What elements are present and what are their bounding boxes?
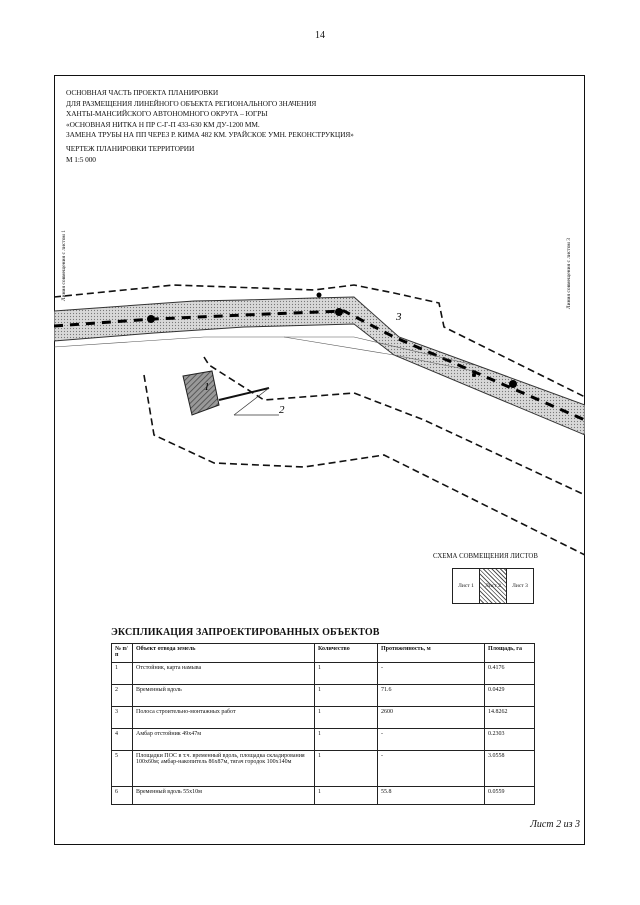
title-line: ОСНОВНАЯ ЧАСТЬ ПРОЕКТА ПЛАНИРОВКИ (66, 88, 219, 97)
sheet-cell: Лист 1 (453, 569, 480, 603)
planning-map (54, 75, 585, 595)
sheet-cell-current: Лист 2 (480, 569, 507, 603)
table-row: 3 Полоса строительно-монтажных работ 1 2600 14.8262 (112, 707, 535, 729)
sheet-scheme (452, 568, 534, 604)
table-row: 6 Временный вдоль 55х10м 1 55.8 0.0559 (112, 787, 535, 805)
table-row: 1 Отстойник, карта намыва 1 - 0.4176 (112, 663, 535, 685)
sheet-cell: Лист 3 (512, 583, 528, 589)
scale-label: М 1:5 000 (66, 154, 96, 164)
sheet-scheme-title: СХЕМА СОВМЕЩЕНИЯ ЛИСТОВ (433, 553, 538, 560)
boundary-line (204, 357, 585, 495)
drawing-title: ЧЕРТЕЖ ПЛАНИРОВКИ ТЕРРИТОРИИ (66, 143, 195, 153)
pipe-node (147, 315, 155, 323)
col-header: № п/п (112, 644, 133, 663)
title-line: ЗАМЕНА ТРУБЫ НА ПП ЧЕРЕЗ Р. КИМА 482 КМ. УРАЙСКОЕ УМН. РЕКОНСТРУКЦИЯ» (66, 130, 354, 140)
explication-table (111, 643, 535, 805)
callout-3: 3 (396, 311, 402, 323)
left-edge-label: Линия совмещения с листом 1 (61, 230, 67, 302)
table-row: 5 Площадки ПОС в т.ч. временный вдоль, площадка складирования 100х60м; амбар-накопитель 86х87м, тягач городок 100х140м 1 - 3.0558 (112, 751, 535, 787)
pipeline-corridor (54, 297, 585, 435)
callout-1: 1 (204, 381, 210, 393)
title-line: ХАНТЫ-МАНСИЙСКОГО АВТОНОМНОГО ОКРУГА – ЮГРЫ (66, 109, 268, 119)
table-row: 4 Амбар отстойник 49x47м 1 - 0.2303 (112, 729, 535, 751)
title-line: ДЛЯ РАЗМЕЩЕНИЯ ЛИНЕЙНОГО ОБЪЕКТА РЕГИОНАЛЬНОГО ЗНАЧЕНИЯ (66, 98, 317, 108)
settling-pond (183, 371, 219, 415)
col-header: Количество (315, 644, 378, 663)
sheet-footer: Лист 2 из 3 (530, 819, 580, 830)
table-row: 2 Временный вдоль 1 71.6 0.0429 (112, 685, 535, 707)
callout-2: 2 (279, 404, 285, 416)
title-line: «ОСНОВНАЯ НИТКА Н ПР С-Г-П 433-630 КМ ДУ-1200 ММ. (66, 119, 260, 129)
page-number: 14 (315, 30, 325, 41)
col-header: Площадь, га (485, 644, 535, 663)
explication-title: ЭКСПЛИКАЦИЯ ЗАПРОЕКТИРОВАННЫХ ОБЪЕКТОВ (111, 627, 380, 638)
right-edge-label: Линия совмещения с листом 3 (566, 238, 572, 310)
col-header: Протяженность, м (378, 644, 485, 663)
pipe-node (335, 308, 343, 316)
pipe-node (509, 380, 517, 388)
col-header: Объект отвода земель (133, 644, 315, 663)
